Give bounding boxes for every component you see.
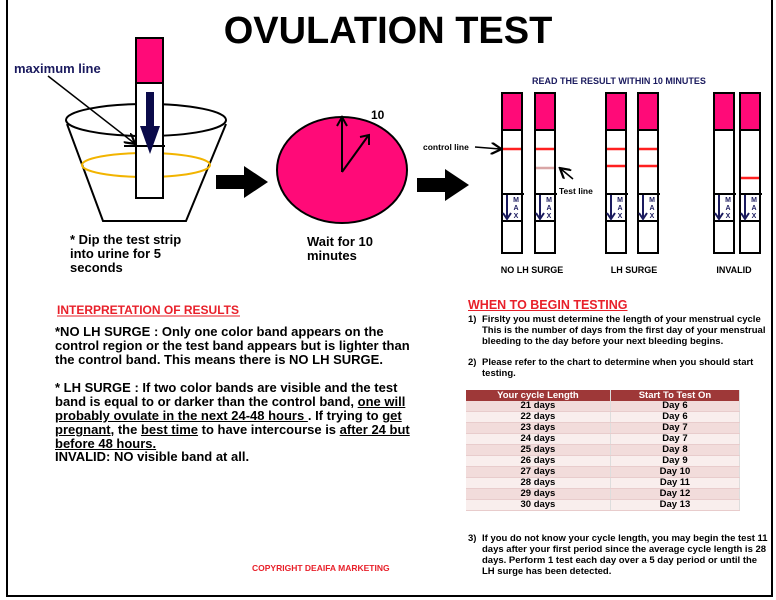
surge-text-part: to have intercourse is (198, 422, 340, 437)
strip-lh-surge (606, 93, 628, 253)
item-number: 1) (468, 314, 477, 325)
table-row (466, 500, 740, 511)
when-to-begin-heading: WHEN TO BEGIN TESTING (468, 298, 628, 312)
strip-invalid (714, 93, 736, 253)
max-marker: M (617, 197, 623, 204)
table-cell: Day 7 (610, 434, 739, 445)
table-cell: 30 days (466, 500, 610, 511)
clock-label: 10 (371, 108, 385, 122)
table-row (466, 434, 740, 445)
surge-text-part: , the (110, 422, 141, 437)
instruction-item (468, 533, 768, 577)
max-marker: X (513, 213, 519, 220)
table-cell: Day 7 (610, 423, 739, 434)
max-marker: A (725, 205, 731, 212)
table-row (466, 456, 740, 467)
control-line-label: control line (423, 142, 469, 152)
read-within-label: READ THE RESULT WITHIN 10 MINUTES (532, 76, 706, 86)
max-marker: A (751, 205, 757, 212)
table-row (466, 489, 740, 500)
table-row (466, 412, 740, 423)
table-cell: 27 days (466, 467, 610, 478)
clock-icon (277, 117, 407, 223)
dip-instruction: * Dip the test strip into urine for 5 seconds (70, 232, 182, 275)
result-label-invalid: INVALID (716, 265, 752, 275)
pointer-arrow (48, 76, 134, 143)
page-title: OVULATION TEST (223, 10, 553, 52)
max-marker: M (513, 197, 519, 204)
table-row (466, 478, 740, 489)
strip-no-surge (535, 93, 557, 253)
table-cell: Day 11 (610, 478, 739, 489)
max-marker: A (617, 205, 623, 212)
surge-text-underlined: best time (140, 422, 199, 437)
table-cell: 29 days (466, 489, 610, 500)
max-marker: X (546, 213, 552, 220)
table-row (466, 467, 740, 478)
max-marker: M (546, 197, 552, 204)
surge-text-underlined: get pregnant (55, 408, 402, 437)
control-line-pointer (475, 147, 500, 149)
table-cell: Day 9 (610, 456, 739, 467)
column-header: Your cycle Length (466, 390, 610, 401)
surge-text-part: . If trying to (307, 408, 383, 423)
table-cell: Day 10 (610, 467, 739, 478)
max-marker: X (617, 213, 623, 220)
wait-instruction: Wait for 10 minutes (307, 234, 373, 263)
max-marker: A (546, 205, 552, 212)
strip-no-surge (502, 93, 524, 253)
table-cell: 21 days (466, 401, 610, 412)
column-header: Start To Test On (610, 390, 739, 401)
instruction-item (468, 314, 768, 347)
table-cell: 26 days (466, 456, 610, 467)
max-marker: A (649, 205, 655, 212)
table-cell: 22 days (466, 412, 610, 423)
table-row (466, 401, 740, 412)
surge-text (55, 381, 425, 451)
copyright: COPYRIGHT DEAIFA MARKETING (252, 563, 390, 573)
interpretation-heading: INTERPRETATION OF RESULTS (57, 303, 239, 317)
strip-lh-surge (638, 93, 660, 253)
table-cell: Day 13 (610, 500, 739, 511)
surge-text-part: * LH SURGE : If two color bands are visible and the test band is equal to or darker than the control band, (55, 380, 398, 409)
item-text: Firslty you must determine the length of your menstrual cycle This is the number of days from the first day of your menstrual bleeding to the day before your next bleeding begins. (482, 314, 766, 347)
arrow-right-icon (216, 166, 268, 198)
table-cell: 28 days (466, 478, 610, 489)
result-label-no-lh-surge: NO LH SURGE (500, 265, 564, 275)
test-line-label: Test line (559, 186, 593, 196)
test-line-pointer (561, 169, 573, 179)
arrow-right-icon (417, 169, 469, 201)
table-cell: Day 6 (610, 412, 739, 423)
item-text: If you do not know your cycle length, you may begin the test 11 days after your first period since the average cycle length is 28 days. Perform 1 test each day over a 5 day period or until the LH surge has been detected. (482, 533, 768, 577)
dip-strip (124, 38, 165, 198)
strip-invalid (740, 93, 762, 253)
max-marker: X (751, 213, 757, 220)
table-cell: Day 8 (610, 445, 739, 456)
table-cell: 23 days (466, 423, 610, 434)
table-cell: 24 days (466, 434, 610, 445)
item-text: Please refer to the chart to determine when you should start testing. (482, 357, 754, 379)
result-label-lh-surge: LH SURGE (610, 265, 658, 275)
max-marker: X (649, 213, 655, 220)
no-surge-text: *NO LH SURGE : Only one color band appears on the control region or the test band appears but is lighter than the control band. This means there is NO LH SURGE. (55, 324, 410, 367)
item-number: 3) (468, 533, 477, 544)
max-marker: A (513, 205, 519, 212)
max-marker: M (751, 197, 757, 204)
table-row (466, 423, 740, 434)
table-cell: Day 12 (610, 489, 739, 500)
max-marker: M (649, 197, 655, 204)
surge-text-underlined: after 24 but before 48 hours. (55, 422, 410, 451)
max-marker: M (725, 197, 731, 204)
table-cell: 25 days (466, 445, 610, 456)
max-marker: X (725, 213, 731, 220)
table-row (466, 445, 740, 456)
item-number: 2) (468, 357, 477, 368)
cycle-table (466, 390, 740, 511)
table-cell: Day 6 (610, 401, 739, 412)
surge-text-underlined: one will probably ovulate in the next 24-48 hours (55, 394, 406, 423)
invalid-text: INVALID: NO visible band at all. (55, 449, 250, 464)
instruction-item (468, 357, 768, 379)
maximum-line-label: maximum line (14, 61, 101, 76)
